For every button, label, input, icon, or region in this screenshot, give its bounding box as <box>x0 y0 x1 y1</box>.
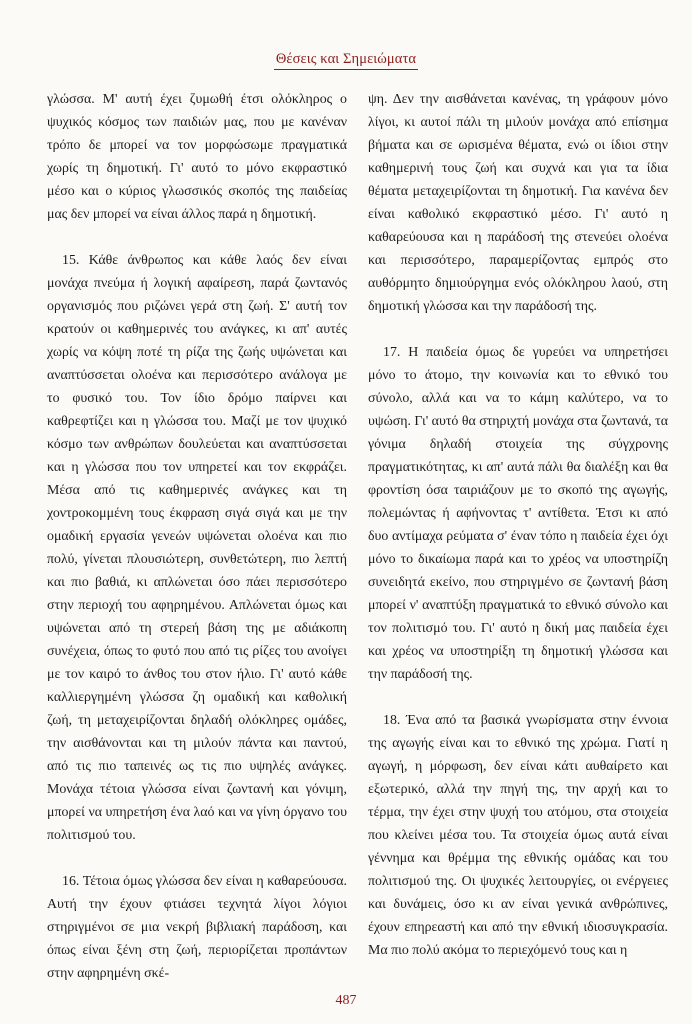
paragraph-16: 16. Τέτοια όμως γλώσσα δεν είναι η καθαρεύουσα. Αυτή την έχουν φτιάσει τεχνητά λίγοι λόγιοι στηριγμένοι σε μια νεκρή βιβλιακή παράδοση, και όπως είναι ξένη στη ζωή, περιορίζεται προπάντων στην αφηρημένη σκέ- <box>47 874 347 981</box>
paragraph-18: 18. Ένα από τα βασικά γνωρίσματα στην έννοια της αγωγής είναι και το εθνικό της χρώμα. Γιατί η αγωγή, η μόρφωση, δεν είναι κάτι αυθαίρετο και εξωτερικό, αλλά την πηγή της, την αρχή και το τέρμα, την έχει στην ψυχή του ατόμου, στα στοιχεία που κλείνει μέσα του. Τα στοιχεία όμως αυτά είναι γέννημα και θρέμμα της εθνικής ομάδας και του πολιτισμού της. Οι ψυχικές λειτουργίες, οι ενέργειες και δυνάμεις, όσο κι αν είναι γενικά ανθρώπινες, έχουν επηρεαστή και από την εθνική ιδιοσυγκρασία. Μα πιο πολύ ακόμα το περιεχόμενό τους και η <box>368 713 668 958</box>
paragraph-17: 17. Η παιδεία όμως δε γυρεύει να υπηρετήσει μόνο το άτομο, την κοινωνία και το εθνικό του σύνολο, αλλά και να το κάμη καλύτερο, να το υψώση. Γι' αυτό θα στηριχτή μονάχα στα ζωντανά, τα γόνιμα δηλαδή στοιχεία της σύγχρονης πραγματικότητας, κι απ' αυτά πάλι θα διαλέξη και θα φροντίση όσα ταιριάζουν με το σκοπό της αγωγής, πολεμώντας ή αφήνοντας τ' αντίθετα. Έτσι κι από δυο αντίμαχα ρεύματα σ' έναν τόπο η παιδεία έχει όχι μόνο το δικαίωμα παρά και το χρέος να υποστηρίζη συνειδητά εκείνο, που στηριγμένο σε ζωντανή βάση μπορεί ν' αναπτύξη πραγματικά το εθνικό σύνολο και τον πολιτισμό του. Γι' αυτό η δική μας παιδεία έχει και χρέος να υποστηρίξη τη δημοτική γλώσσα και την παράδοσή της. <box>368 345 668 682</box>
right-column <box>368 88 668 962</box>
paragraph-continuation: γλώσσα. Μ' αυτή έχει ζυμωθή έτσι ολόκληρος ο ψυχικός κόσμος των παιδιών μας, που με κανέναν τρόπο δε μπορεί να τον μορφώσωμε πραγματικά χωρίς τη δημοτική. Γι' αυτό το μόνο εκφραστικό μέσο και ο κύριος γλωσσικός σκοπός της παιδείας μας δεν μπορεί να είναι άλλος παρά η δημοτική. <box>47 92 347 222</box>
header-title: Θέσεις και Σημειώματα <box>274 51 418 70</box>
page-number: 487 <box>335 993 357 1008</box>
paragraph-16-continuation: ψη. Δεν την αισθάνεται κανένας, τη γράφουν μόνο λίγοι, κι αυτοί πάλι τη μιλούν μονάχα από επίσημα βήματα και σε ωρισμένα θέματα, ενώ οι ίδιοι στην καθημερινή τους ζωή και συχνά και για τα ίδια θέματα μεταχειρίζονται τη δημοτική. Για κανένα δεν είναι καθολικό εκφραστικό μέσο. Γι' αυτό η καθαρεύουσα και η παράδοσή της στενεύει ολοένα και περισσότερο, παραμερίζοντας εμπρός στο αυθόρμητο δημιούργημα ενός ολόκληρου λαού, στη δημοτική γλώσσα και την παράδοσή της. <box>368 92 668 314</box>
paragraph-15: 15. Κάθε άνθρωπος και κάθε λαός δεν είναι μονάχα πνεύμα ή λογική αφαίρεση, παρά ζωντανός οργανισμός που ριζώνει γερά στη ζωή. Σ' αυτή τον κρατούν οι καθημερινές του ανάγκες, κι απ' αυτές χωρίς να κόψη ποτέ τη ρίζα της ζωής υψώνεται και αναπτύσσεται ολοένα και περισσότερο ανάλογα με το φυσικό του. Τον ίδιο δρόμο παίρνει και καθρεφτίζει και η γλώσσα του. Μαζί με τον ψυχικό κόσμο των ανθρώπων δουλεύεται και αναπτύσσεται και η γλώσσα που τον υπηρετεί και τον εκφράζει. Μέσα από τις καθημερινές ανάγκες και τη χοντροκομμένη τους έκφραση σιγά σιγά και με την ομαδική εργασία γενεών υψώνεται ολοένα και πιο πολύ, γίνεται πλουσιώτερη, συνθετώτερη, πιο λεπτή και πιο βαθιά, κι απλώνεται όσο πάει περισσότερο στην περιοχή του αφηρημένου. Απλώνεται όμως και υψώνεται από τη στερεή βάση της με αδιάκοπη συνέχεια, όπως το φυτό που από τις ρίζες του ανοίγει με τον καιρό το άνθος του στον ήλιο. Γι' αυτό κάθε καλλιεργημένη γλώσσα ζη ομαδική και καθολική ζωή, τη μεταχειρίζονται δηλαδή ολόκληρες ομάδες, την αισθάνονται και τη μιλούν πάντα και παντού, από τις πιο ταπεινές ως τις πιο υψηλές ανάγκες. Μονάχα τέτοια γλώσσα είναι ζωντανή και γόνιμη, μπορεί να υπηρετήση ένα λαό και να γίνη όργανο του πολιτισμού του. <box>47 253 347 843</box>
running-header <box>0 50 692 70</box>
left-column <box>47 88 347 985</box>
